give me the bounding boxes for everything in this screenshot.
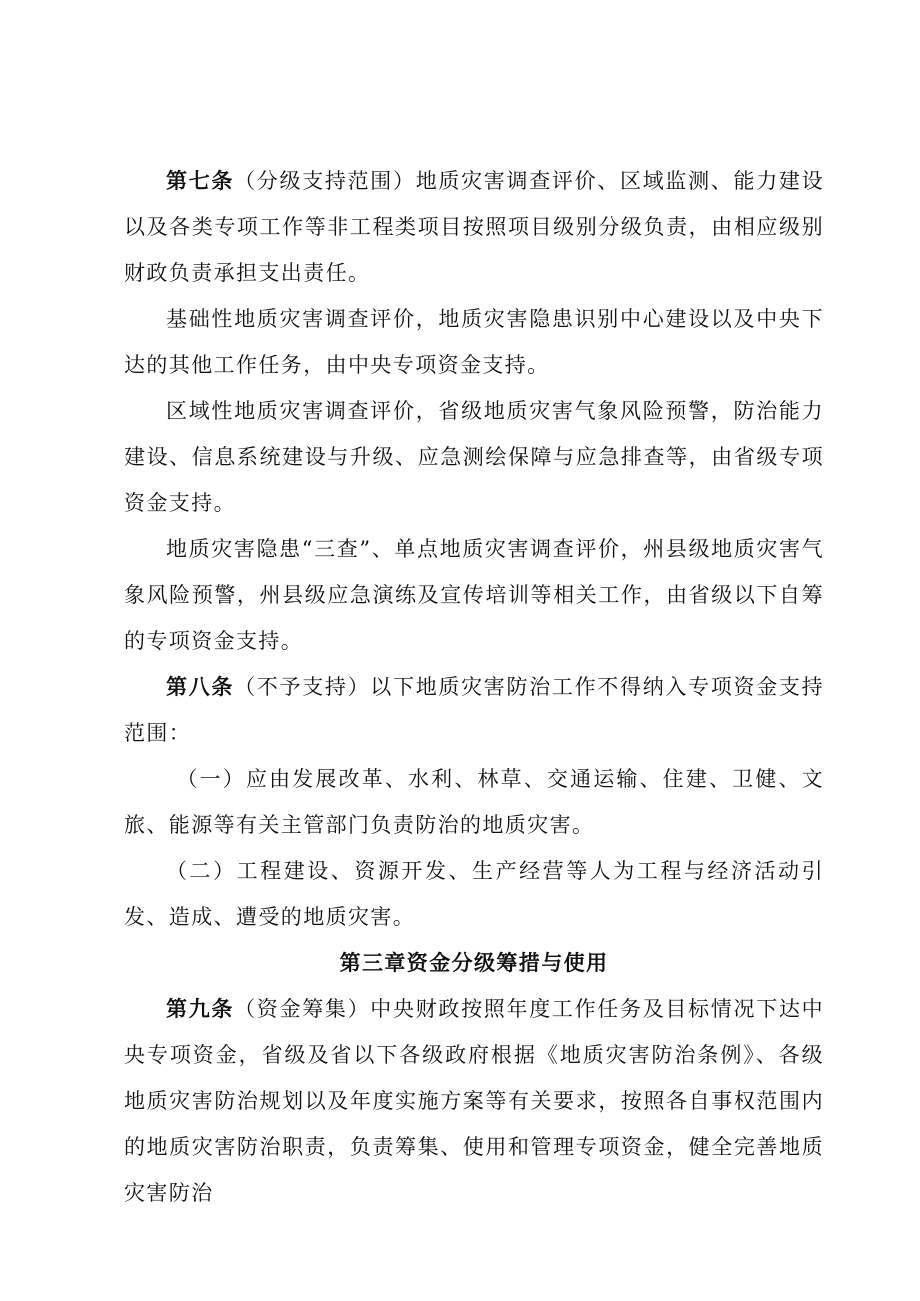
chapter-heading: 第三章资金分级筹措与使用 <box>339 951 609 975</box>
article-8-text: （不予支持）以下地质灾害防治工作不得纳入专项资金支持范围： <box>124 675 824 745</box>
article-7-paragraph-4 <box>124 526 824 664</box>
article-8-paragraph <box>124 664 824 756</box>
article-7-label: 第七条 <box>166 169 235 193</box>
article-7-paragraph-2 <box>124 296 824 388</box>
article-7-text-4: 地质灾害隐患“三查”、单点地质灾害调查评价，州县级地质灾害气象风险预警，州县级应急演练及宣传培训等相关工作，由省级以下自筹的专项资金支持。 <box>124 537 824 653</box>
article-7-text-2: 基础性地质灾害调查评价，地质灾害隐患识别中心建设以及中央下达的其他工作任务，由中央专项资金支持。 <box>124 307 824 377</box>
document-body <box>124 158 824 1216</box>
article-9-paragraph <box>124 986 824 1216</box>
article-7-paragraph <box>124 158 824 296</box>
article-9-label: 第九条 <box>166 997 235 1021</box>
article-9-text: （资金筹集）中央财政按照年度工作任务及目标情况下达中央专项资金，省级及省以下各级政府根据《地质灾害防治条例》、各级地质灾害防治规划以及年度实施方案等有关要求，按照各自事权范围内的地质灾害防治职责，负责筹集、使用和管理专项资金，健全完善地质灾害防治 <box>124 997 824 1205</box>
article-8-item-2 <box>124 848 824 940</box>
article-8-label: 第八条 <box>166 675 235 699</box>
article-7-text: （分级支持范围）地质灾害调查评价、区域监测、能力建设以及各类专项工作等非工程类项目按照项目级别分级负责，由相应级别财政负责承担支出责任。 <box>124 169 824 285</box>
article-8-item-1-text: （一）应由发展改革、水利、林草、交通运输、住建、卫健、文旅、能源等有关主管部门负责防治的地质灾害。 <box>124 767 824 837</box>
article-8-item-1 <box>124 756 824 848</box>
article-7-paragraph-3 <box>124 388 824 526</box>
article-8-item-2-text: （二）工程建设、资源开发、生产经营等人为工程与经济活动引发、造成、遭受的地质灾害。 <box>124 859 824 929</box>
article-7-text-3: 区域性地质灾害调查评价，省级地质灾害气象风险预警，防治能力建设、信息系统建设与升级、应急测绘保障与应急排查等，由省级专项资金支持。 <box>124 399 824 515</box>
